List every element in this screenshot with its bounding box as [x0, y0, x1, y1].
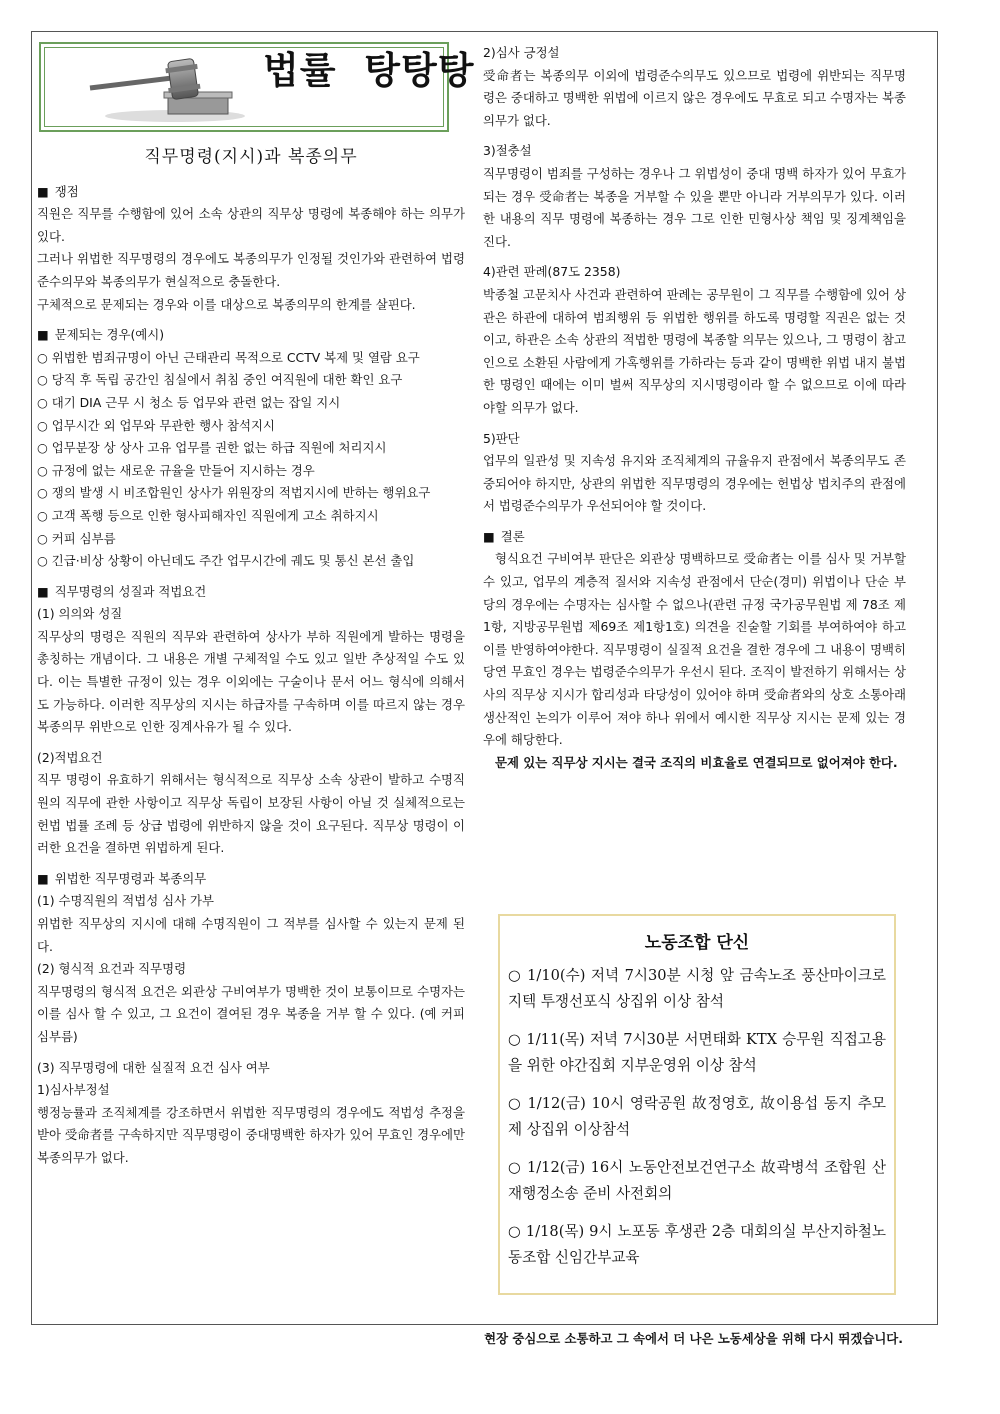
section-nature [37, 581, 465, 860]
list-item: ○ 고객 폭행 등으로 인한 형사피해자인 직원에게 고소 취하지시 [37, 507, 379, 523]
subheading: 1)심사부정설 [37, 1082, 110, 1098]
paragraph: 행정능률과 조직체계를 강조하면서 위법한 직무명령의 경우에도 적법성 추정을 받아 受命者를 구속하지만 직무명령이 중대명백한 하자가 있어 무효인 경우에만 복종의무가 없다. [37, 1104, 465, 1165]
list-item: ○ 위법한 범죄규명이 아닌 근태관리 목적으로 CCTV 복제 및 열람 요구 [37, 349, 420, 365]
paragraph: 위법한 직무상의 지시에 대해 수명직원이 그 적부를 심사할 수 있는지 문제 된다. [37, 916, 465, 954]
left-column [37, 42, 475, 1170]
subheading: 4)관련 판례(87도 2358) [483, 264, 621, 280]
paragraph: 직원은 직무를 수행함에 있어 소속 상관의 직무상 명령에 복종해야 하는 의무가 있다. [37, 206, 465, 244]
union-news-box [498, 914, 896, 1295]
article-title: 직무명령(지시)과 복종의무 [144, 147, 358, 167]
paragraph: 형식요건 구비여부 판단은 외관상 명백하므로 受命者는 이를 심사 및 거부할 수 있고, 업무의 계층적 질서와 지속성 관점에서 단순(경미) 위법이나 단순 부당의 경우에는 수명자는 심사할 수 없으나(관련 규정 국가공무원법 제 78조 제 1항, 지방공무원법 제69조 제1항1호) 의견을 진술할 기회를 부여하여야 하고 이를 반영하여야한다. 직무명령이 실질적 요건을 결한 경우에 그 내용이 명백히 당연 무효인 경우는 법령준수의무가 우선시 된다. 조직이 발전하기 위해서는 상사의 직무상 지시가 합리성과 타당성이 있어야 하며 受命者와의 상호 소통아래 생산적인 논의가 이루어 져야 하나 위에서 예시한 직무상 지시는 문제 있는 경우에 해당한다. [483, 551, 906, 748]
list-item: ○ 대기 DIA 근무 시 청소 등 업무와 관련 없는 잡일 지시 [37, 394, 341, 410]
list-item: ○ 당직 후 독립 공간인 침실에서 취침 중인 여직원에 대한 확인 요구 [37, 372, 403, 388]
list-item: ○ 업무시간 외 업무와 무관한 행사 참석지시 [37, 417, 275, 433]
subheading: (3) 직무명령에 대한 실질적 요건 심사 여부 [37, 1059, 270, 1075]
paragraph: 직무명령의 형식적 요건은 외관상 구비여부가 명백한 것이 보통이므로 수명자는 이를 심사 할 수 있고, 그 요건이 결여된 경우 복종을 거부 할 수 있다. (예 커피 심부름) [37, 983, 465, 1044]
news-item: ○ 1/12(금) 10시 영락공원 故정영호, 故이용섭 동지 추모제 상집위 이상참석 [508, 1095, 886, 1138]
news-item: ○ 1/18(목) 9시 노포동 후생관 2층 대회의실 부산지하철노동조합 신임간부교육 [508, 1223, 886, 1266]
paragraph: 직무상의 명령은 직원의 직무와 관련하여 상사가 부하 직원에게 발하는 명령을 총칭하는 개념이다. 그 내용은 개별 구체적일 수도 있고 일반 추상적일 수도 있다. 이는 특별한 규정이 있는 경우 이외에는 구술이나 문서 어느 형식에 의해서도 가능하다. 이러한 직무상의 지시는 하급자를 구속하며 이를 따르지 않는 경우 복종의무 위반으로 인한 징계사유가 될 수 있다. [37, 628, 465, 735]
column-title-sub: 탕탕탕 [364, 49, 475, 92]
section-heading: ■ 문제되는 경우(예시) [37, 324, 465, 347]
subheading: (1) 수명직원의 적법성 심사 가부 [37, 893, 214, 909]
news-item: ○ 1/11(목) 저녁 7시30분 서면태화 KTX 승무원 직접고용을 위한 야간집회 지부운영위 이상 참석 [508, 1031, 886, 1074]
paragraph: 직무 명령이 유효하기 위해서는 형식적으로 직무상 소속 상관이 발하고 수명직원의 직무에 관한 사항이고 직무상 독립이 보장된 사항이 아닐 것 실체적으로는 헌법 법률 조례 등 상급 법령에 위반하지 않을 것이 요구된다. 직무상 명령이 이러한 요건을 결하면 위법하게 된다. [37, 772, 465, 856]
news-item: ○ 1/12(금) 16시 노동안전보건연구소 故곽병석 조합원 산재행정소송 준비 사전회의 [508, 1159, 886, 1202]
list-item: ○ 쟁의 발생 시 비조합원인 상사가 위원장의 적법지시에 반하는 행위요구 [37, 485, 431, 501]
list-item: ○ 업무분장 상 상사 고유 업무를 권한 없는 하급 직원에 처리지시 [37, 440, 387, 456]
paragraph: 受命者는 복종의무 이외에 법령준수의무도 있으므로 법령에 위반되는 직무명령은 중대하고 명백한 위법에 이르지 않은 경우에도 무효로 되고 수명자는 복종의무가 없다. [483, 67, 906, 128]
paragraph: 직무명령이 범죄를 구성하는 경우나 그 위법성이 중대 명백 하자가 있어 무효가 되는 경우 受命者는 복종을 거부할 수 있을 뿐만 아니라 거부의무가 있다. 이러한 내용의 직무 명령에 복종하는 경우 그로 인한 민형사상 책임 및 징계책임을 진다. [483, 165, 906, 249]
paragraph: 그러나 위법한 직무명령의 경우에도 복종의무가 인정될 것인가와 관련하여 법령준수의무와 복종의무가 현실적으로 충돌한다. [37, 251, 465, 289]
section-heading: ■ 직무명령의 성질과 적법요건 [37, 581, 465, 604]
subheading: 5)판단 [483, 430, 520, 446]
section-examples [37, 324, 465, 573]
subheading: (1) 의의와 성질 [37, 606, 123, 622]
subheading: (2) 형식적 요건과 직무명령 [37, 961, 187, 977]
section-heading: ■ 쟁점 [37, 181, 465, 204]
paragraph: 구체적으로 문제되는 경우와 이를 대상으로 복종의무의 한계를 살핀다. [37, 296, 416, 312]
list-item: ○ 규정에 없는 새로운 규율을 만들어 지시하는 경우 [37, 462, 315, 478]
column-title: 법률 탕탕탕 [263, 49, 475, 92]
column-header-box [39, 42, 475, 132]
section-heading: ■ 위법한 직무명령과 복종의무 [37, 868, 465, 891]
conclusion-emphasis: 문제 있는 직무상 지시는 결국 조직의 비효율로 연결되므로 없어져야 한다. [495, 754, 898, 770]
list-item: ○ 커피 심부름 [37, 530, 116, 546]
footer-slogan: 현장 중심으로 소통하고 그 속에서 더 나은 노동세상을 위해 다시 뛰겠습니다. [484, 1331, 903, 1346]
section-heading: ■ 결론 [483, 526, 906, 549]
right-column [483, 42, 906, 774]
section-issue [37, 181, 465, 317]
subheading: 3)절충설 [483, 143, 532, 159]
gavel-icon [80, 54, 250, 124]
subheading: 2)심사 긍정설 [483, 45, 560, 60]
union-news-title: 노동조합 단신 [644, 933, 750, 953]
news-item: ○ 1/10(수) 저녁 7시30분 시청 앞 금속노조 풍산마이크로지텍 투쟁선포식 상집위 이상 참석 [508, 967, 886, 1010]
list-item: ○ 긴급·비상 상황이 아닌데도 주간 업무시간에 궤도 및 통신 본선 출입 [37, 553, 415, 569]
paragraph: 박종철 고문치사 사건과 관련하여 판례는 공무원이 그 직무를 수행함에 있어 상관은 하관에 대하여 범죄행위 등 위법한 행위를 하도록 명령할 직권은 없는 것이고, 하관은 소속 상관의 적법한 명령에 복종할 의무는 있으나, 그 명령이 참고인으로 소환된 사람에게 가혹행위를 가하라는 등과 같이 명백한 위법 내지 불법한 명령인 때에는 이미 벌써 직무상의 지시명령이라 할 수 없으므로 이에 따라야할 의무가 없다. [483, 286, 906, 415]
subheading: (2)적법요건 [37, 749, 103, 765]
section-illegal-orders [37, 868, 465, 1170]
paragraph: 업무의 일관성 및 지속성 유지와 조직체계의 규율유지 관점에서 복종의무도 존중되어야 하지만, 상관의 위법한 직무명령의 경우에는 헌법상 법치주의 관점에서 법령준수의무가 우선되어야 할 것이다. [483, 453, 906, 514]
